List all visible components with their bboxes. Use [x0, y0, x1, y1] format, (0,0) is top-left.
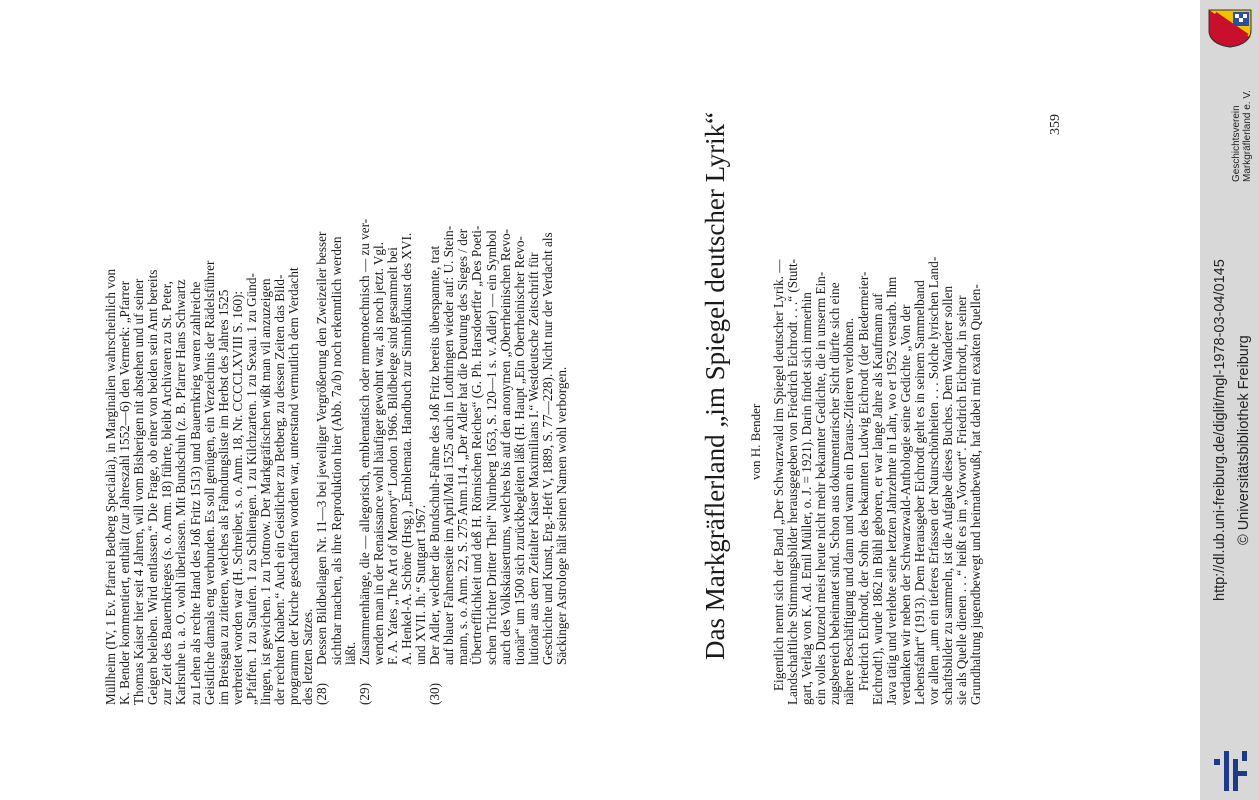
text-line: Geschichte und Kunst, Erg.-Heft V, 1889, S. 77—228). Nicht nur der Verdacht als [539, 232, 555, 665]
text-line: sie als Quelle dienen . . .“ heißt es im „Vorwort“. Friedrich Eichrodt, in seiner [954, 295, 970, 705]
text-line: Thomas Kaiser hier seit 4 Jahren, will vom Bisherigen nit abstehen und uf seiner [131, 278, 147, 705]
text-line: auch des Volkskaisertums, welches bis auf den anonymen „Oberrheinischen Revo- [497, 228, 513, 665]
text-line: Übertrefflichkeit und deß H. Römischen Reiches“ (G. Ph. Harsdoerffer „Des Poeti- [469, 225, 485, 665]
article-paragraph-1 [772, 100, 857, 705]
text-line: programm der Kirche geschaffen worden war, unterstand vermutlich dem Verdacht [286, 267, 302, 705]
text-line: F. A. Yates „The Art of Memory“ London 1966. Bildbelege sind gesammelt bei [384, 247, 400, 665]
text-line: A. Henkel-A. Schöne (Hrsg.) „Emblemata. Handbuch zur Sinnbildkunst des XVI. [398, 232, 414, 665]
text-line: verbreitet worden war (H. Schreiber, s. o. Anm. 18, Nr. CCCCLXVIII S. 160): [229, 290, 245, 705]
footnote-number: (29) [356, 683, 372, 705]
text-line: Geistliche damals eng verbunden. Es soll genügen, ein Verzeichnis der Rädelsführer [201, 260, 217, 705]
text-line: sichtbar machen, als ihre Reproduktion hier (Abb. 7a/b) noch erkenntlich werden [328, 236, 344, 665]
text-line: schen Trichter Dritter Theil“ Nürnberg 1653, S. 120—1 s. v. Adler) — ein Symbol [483, 230, 499, 665]
text-line: „Pfaffen. 1 zu Staufen. 1 zu Schliengen. 1 zu Kilchzarten. 1 zu Sexau. 1 zu Günd- [243, 273, 259, 705]
text-line: Zusammenhänge, die — allegorisch, emblematisch oder mnemotechnisch — zu ver- [356, 218, 372, 665]
text-line: Eichrodt!), wurde 1862 in Bühl geboren, er war lange Jahre als Kaufmann auf [869, 293, 885, 705]
article-body [772, 100, 983, 705]
text-line: zu Lehen als rechte Hand des Joß Fritz 1513) und Bauernkrieg waren zahlreiche [187, 281, 203, 705]
society-name-line-2: Markgräflerland e. V. [1242, 90, 1253, 182]
text-line: im Breisgau zu zitieren, welches als Fahndungsliste im Herbst des Jahres 1525 [215, 289, 231, 705]
text-line: tionär“ um 1500 sich zurückbegleiten läßt (H. Haupt „Ein Oberrheinischer Revo- [511, 236, 527, 665]
text-line: zur Zeit des Bauernkrieges (s. o. Anm. 18) führte, bleibt Archivaren zu St. Peter, [159, 281, 175, 705]
society-name-line-1: Geschichtsverein [1231, 105, 1242, 182]
footnote-body [428, 103, 569, 665]
text-line: Müllheim (IV, 1 Ev. Pfarrei Betberg Specialia), in Marginalien wahrscheinlich von [103, 268, 118, 705]
footnote-body [315, 103, 357, 665]
copyright-notice: © Universitätsbibliothek Freiburg [1236, 335, 1252, 545]
ub-freiburg-logo-icon [1210, 745, 1252, 795]
text-line: der rechten Knaben.“ Auch ein Geistlicher zu Betberg, zu dessen Zeiten das Bild- [272, 274, 288, 705]
text-line: Lebensfahrt“ (1913). Dem Herausgeber Eichrodt geht es in seinem Sammelband [911, 280, 927, 705]
text-line: lutionär aus dem Zeitalter Kaiser Maximilians I.“ Westdeutsche Zeitschrift für [525, 252, 541, 665]
text-line: Dessen Bildbeilagen Nr. 11—3 bei jeweiliger Vergrößerung den Zweizeiler besser [314, 231, 330, 665]
footnote [358, 103, 428, 705]
footnote-body [358, 103, 428, 665]
article-byline: von H. Bender [748, 403, 763, 480]
text-line: Friedrich Eichrodt, der Sohn des bekannten Ludwig Eichrodt (der Biedermeier- [855, 271, 871, 691]
text-line: K. Bender kommentiert, enthält (zur Jahreszahl 1552—6) den Vermerk: „Pfarrer [117, 280, 133, 705]
continued-paragraph [104, 103, 315, 705]
article-paragraph-2 [857, 100, 984, 705]
permalink-url[interactable]: http://dl.ub.uni-freiburg.de/diglit/mgl-1978-03-04/0145 [1212, 259, 1228, 601]
text-line: zugsbereich beheimatet sind. Schon aus dokumentarischer Sicht dürfte sich eine [827, 282, 843, 705]
text-line: verdanken wir neben der Schwarzwald-Anthologie seine Gedichte „Von der [897, 304, 913, 705]
article-title: Das Markgräflerland „im Spiegel deutscher Lyrik“ [700, 111, 730, 660]
text-line: nähere Beschäftigung und dann und wann ein Daraus-Zitieren verlohnen. [841, 317, 857, 705]
text-line: vor allem „um ein tieferes Erfassen der Naturschönheiten . . . Solche lyrischen Land- [926, 256, 942, 705]
text-line: wenden man in der Renaissance wohl häufiger gewohnt war, als noch jetzt. Vgl. [370, 242, 386, 665]
page-number: 359 [1048, 114, 1063, 135]
text-line: Eigentlich nennt sich der Band „Der Schwarzwald im Spiegel deutscher Lyrik. — [771, 259, 786, 691]
text-line: lingen, ist gewichen. 1 zu Tottnow. Der Markgräfischen wißt man vil anzuzeigen [258, 278, 274, 705]
text-line: gart, Verlag von K. Ad. Emil Müller, o. J. = 1921). Darin findet sich immerhin [799, 292, 815, 705]
text-line: Geigen beleiben. Wird entlassen.“ Die Frage, ob einer von beiden sein Amt bereits [145, 269, 161, 705]
text-line: Landschaftliche Stimmungsbilder herausgegeben von Friedrich Eichrodt . . .“ (Stutt- [785, 258, 801, 705]
text-line: Java tätig und verlebte seine letzten Jahrzehnte in Lahr, wo er 1952 verstarb. Ihm [883, 276, 899, 705]
text-line: des letzten Satzes. [300, 608, 316, 705]
text-line: Grundhaltung jugendbewegt und heimatbewußt, hat dabei mit exakten Quellen- [968, 284, 984, 705]
footnote [428, 103, 569, 705]
text-line: Der Adler, welcher die Bundschuh-Fahne des Joß Fritz bereits überspannte, trat [427, 245, 443, 665]
footnotes [315, 103, 569, 705]
top-text-block [104, 103, 569, 705]
text-line: Säckinger Astrologe hält seinen Namen wohl verborgen. [554, 366, 569, 665]
text-line: Karlsruhe u. a. O. wohl überlassen. Mit Bundschuh (z. B. Pfarrer Hans Schwartz [173, 279, 189, 705]
footnote-number: (28) [314, 683, 330, 705]
text-line: auf blauer Fahnenseite im April/Mai 1525 auch in Lothringen wieder auf: U. Stein- [441, 225, 457, 665]
footnote [315, 103, 357, 705]
text-line: und XVII. Jh.“ Stuttgart 1967. [413, 504, 429, 665]
society-crest-icon [1207, 8, 1253, 48]
text-line: schaftsbilder zu sammeln, ist die Aufgabe dieses Buches. Dem Wanderer sollen [940, 285, 956, 705]
footnote-number: (30) [427, 683, 443, 705]
text-line: läßt. [342, 641, 358, 665]
text-line: mann, s. o. Anm. 22, S. 275 Anm.114. „Der Adler hat die Deutung des Sieges / der [455, 228, 471, 665]
text-line: ein volles Dutzend meist heute nicht mehr bekannter Gedichte, die in unserm Ein- [813, 271, 829, 705]
